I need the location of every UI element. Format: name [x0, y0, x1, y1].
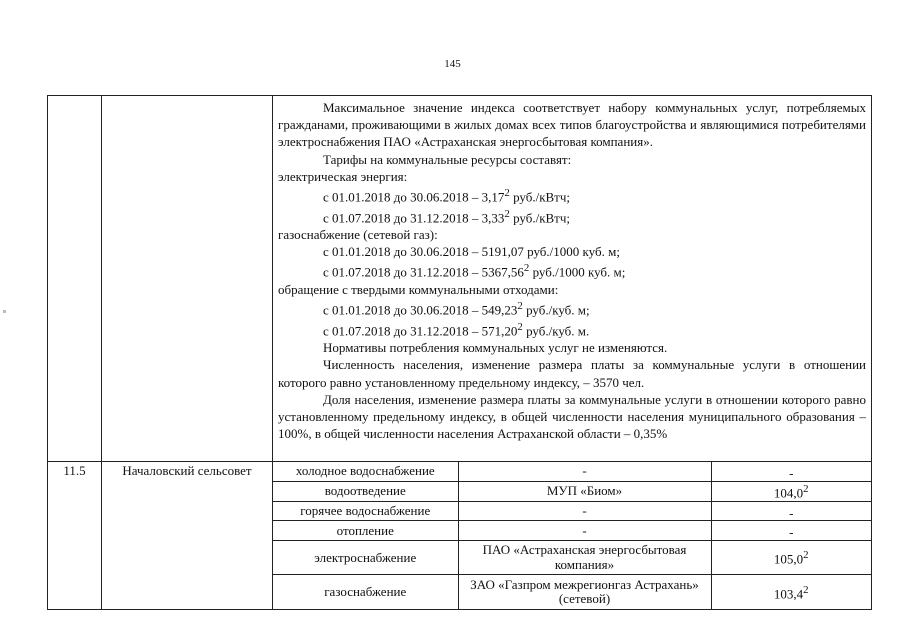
gas-tariff-1: с 01.01.2018 до 30.06.2018 – 5191,07 руб./1000 куб. м; — [323, 244, 620, 260]
service-row — [273, 521, 871, 541]
index-footnote: 2 — [803, 482, 809, 495]
service-provider: - — [458, 521, 711, 541]
paragraph-max-index: Максимальное значение индекса соответствует набору коммунальных услуг, потребляемых гражданами, проживающими в жилых домах всех типов благоустройства и являющимися потребителями электроснабжения ПАО «Астраханская энергосбытовая компания». — [278, 100, 866, 150]
electricity-label: электрическая энергия: — [278, 168, 408, 184]
service-row — [273, 462, 871, 481]
settlement-name: Началовский сельсовет — [102, 462, 273, 610]
index-value: - — [789, 504, 794, 520]
scan-mark — [3, 310, 6, 313]
waste-tariff-2: с 01.07.2018 до 31.12.2018 – 571,20$^2$ руб./куб. м. — [323, 320, 590, 339]
service-name: электроснабжение — [273, 541, 458, 575]
electricity-tariff-2: с 01.07.2018 до 31.12.2018 – 3,33$^2$ руб./кВтч; — [323, 207, 571, 225]
service-row — [273, 501, 871, 521]
waste-label: обращение с твердыми коммунальными отходами: — [278, 282, 559, 298]
service-index — [711, 541, 871, 575]
service-provider: ПАО «Астраханская энергосбытовая компания» — [458, 541, 711, 575]
services-table — [273, 462, 871, 609]
service-row — [273, 575, 871, 609]
service-index — [711, 575, 871, 609]
service-provider: - — [458, 462, 711, 481]
service-provider: МУП «Биом» — [458, 481, 711, 501]
description-text — [273, 96, 871, 445]
name-cell-empty — [102, 96, 273, 462]
index-value: - — [789, 465, 794, 481]
index-value: 104,0 — [773, 485, 804, 501]
service-provider: - — [458, 501, 711, 521]
service-row — [273, 541, 871, 575]
number-cell-empty — [48, 96, 102, 462]
index-footnote: 2 — [803, 549, 809, 562]
index-value: - — [789, 524, 794, 540]
page-number: 145 — [444, 58, 461, 70]
index-footnote: 2 — [803, 583, 809, 596]
table-row — [48, 96, 872, 462]
gas-label: газоснабжение (сетевой газ): — [278, 227, 438, 243]
description-cell — [273, 96, 872, 462]
electricity-tariff-1: с 01.01.2018 до 30.06.2018 – 3,17$^2$ руб./кВтч; — [323, 187, 571, 205]
paragraph-tariffs: Тарифы на коммунальные ресурсы составят: — [323, 151, 572, 167]
services-cell — [273, 462, 872, 610]
table-row — [48, 462, 872, 610]
service-name: водоотведение — [273, 481, 458, 501]
service-name: горячее водоснабжение — [273, 501, 458, 521]
service-name: газоснабжение — [273, 575, 458, 609]
waste-tariff-1: с 01.01.2018 до 30.06.2018 – 549,23$^2$ руб./куб. м; — [323, 300, 590, 318]
paragraph-norms: Нормативы потребления коммунальных услуг не изменяются. — [323, 340, 668, 356]
tariff-table — [47, 95, 872, 610]
service-index — [711, 521, 871, 541]
service-row — [273, 481, 871, 501]
index-value: 105,0 — [773, 551, 804, 567]
row-number: 11.5 — [48, 462, 102, 610]
index-value: 103,4 — [773, 585, 804, 601]
service-index — [711, 501, 871, 521]
service-index — [711, 481, 871, 501]
gas-tariff-2: с 01.07.2018 до 31.12.2018 – 5367,56$^2$ руб./1000 куб. м; — [323, 262, 626, 280]
service-index — [711, 462, 871, 481]
paragraph-share: Доля населения, изменение размера платы за коммунальные услуги в отношении которого равно установленному предельному индексу, в общей численности населения муниципального образования – 100%, в общей численности населения Астраханской области – 0,35% — [278, 391, 866, 442]
service-name: холодное водоснабжение — [273, 462, 458, 481]
service-provider: ЗАО «Газпром межрегионгаз Астрахань» (сетевой) — [458, 575, 711, 609]
paragraph-population: Численность населения, изменение размера платы за коммунальные услуги в отношении которого равно установленному предельному индексу, – 3570 чел. — [278, 357, 866, 390]
service-name: отопление — [273, 521, 458, 541]
